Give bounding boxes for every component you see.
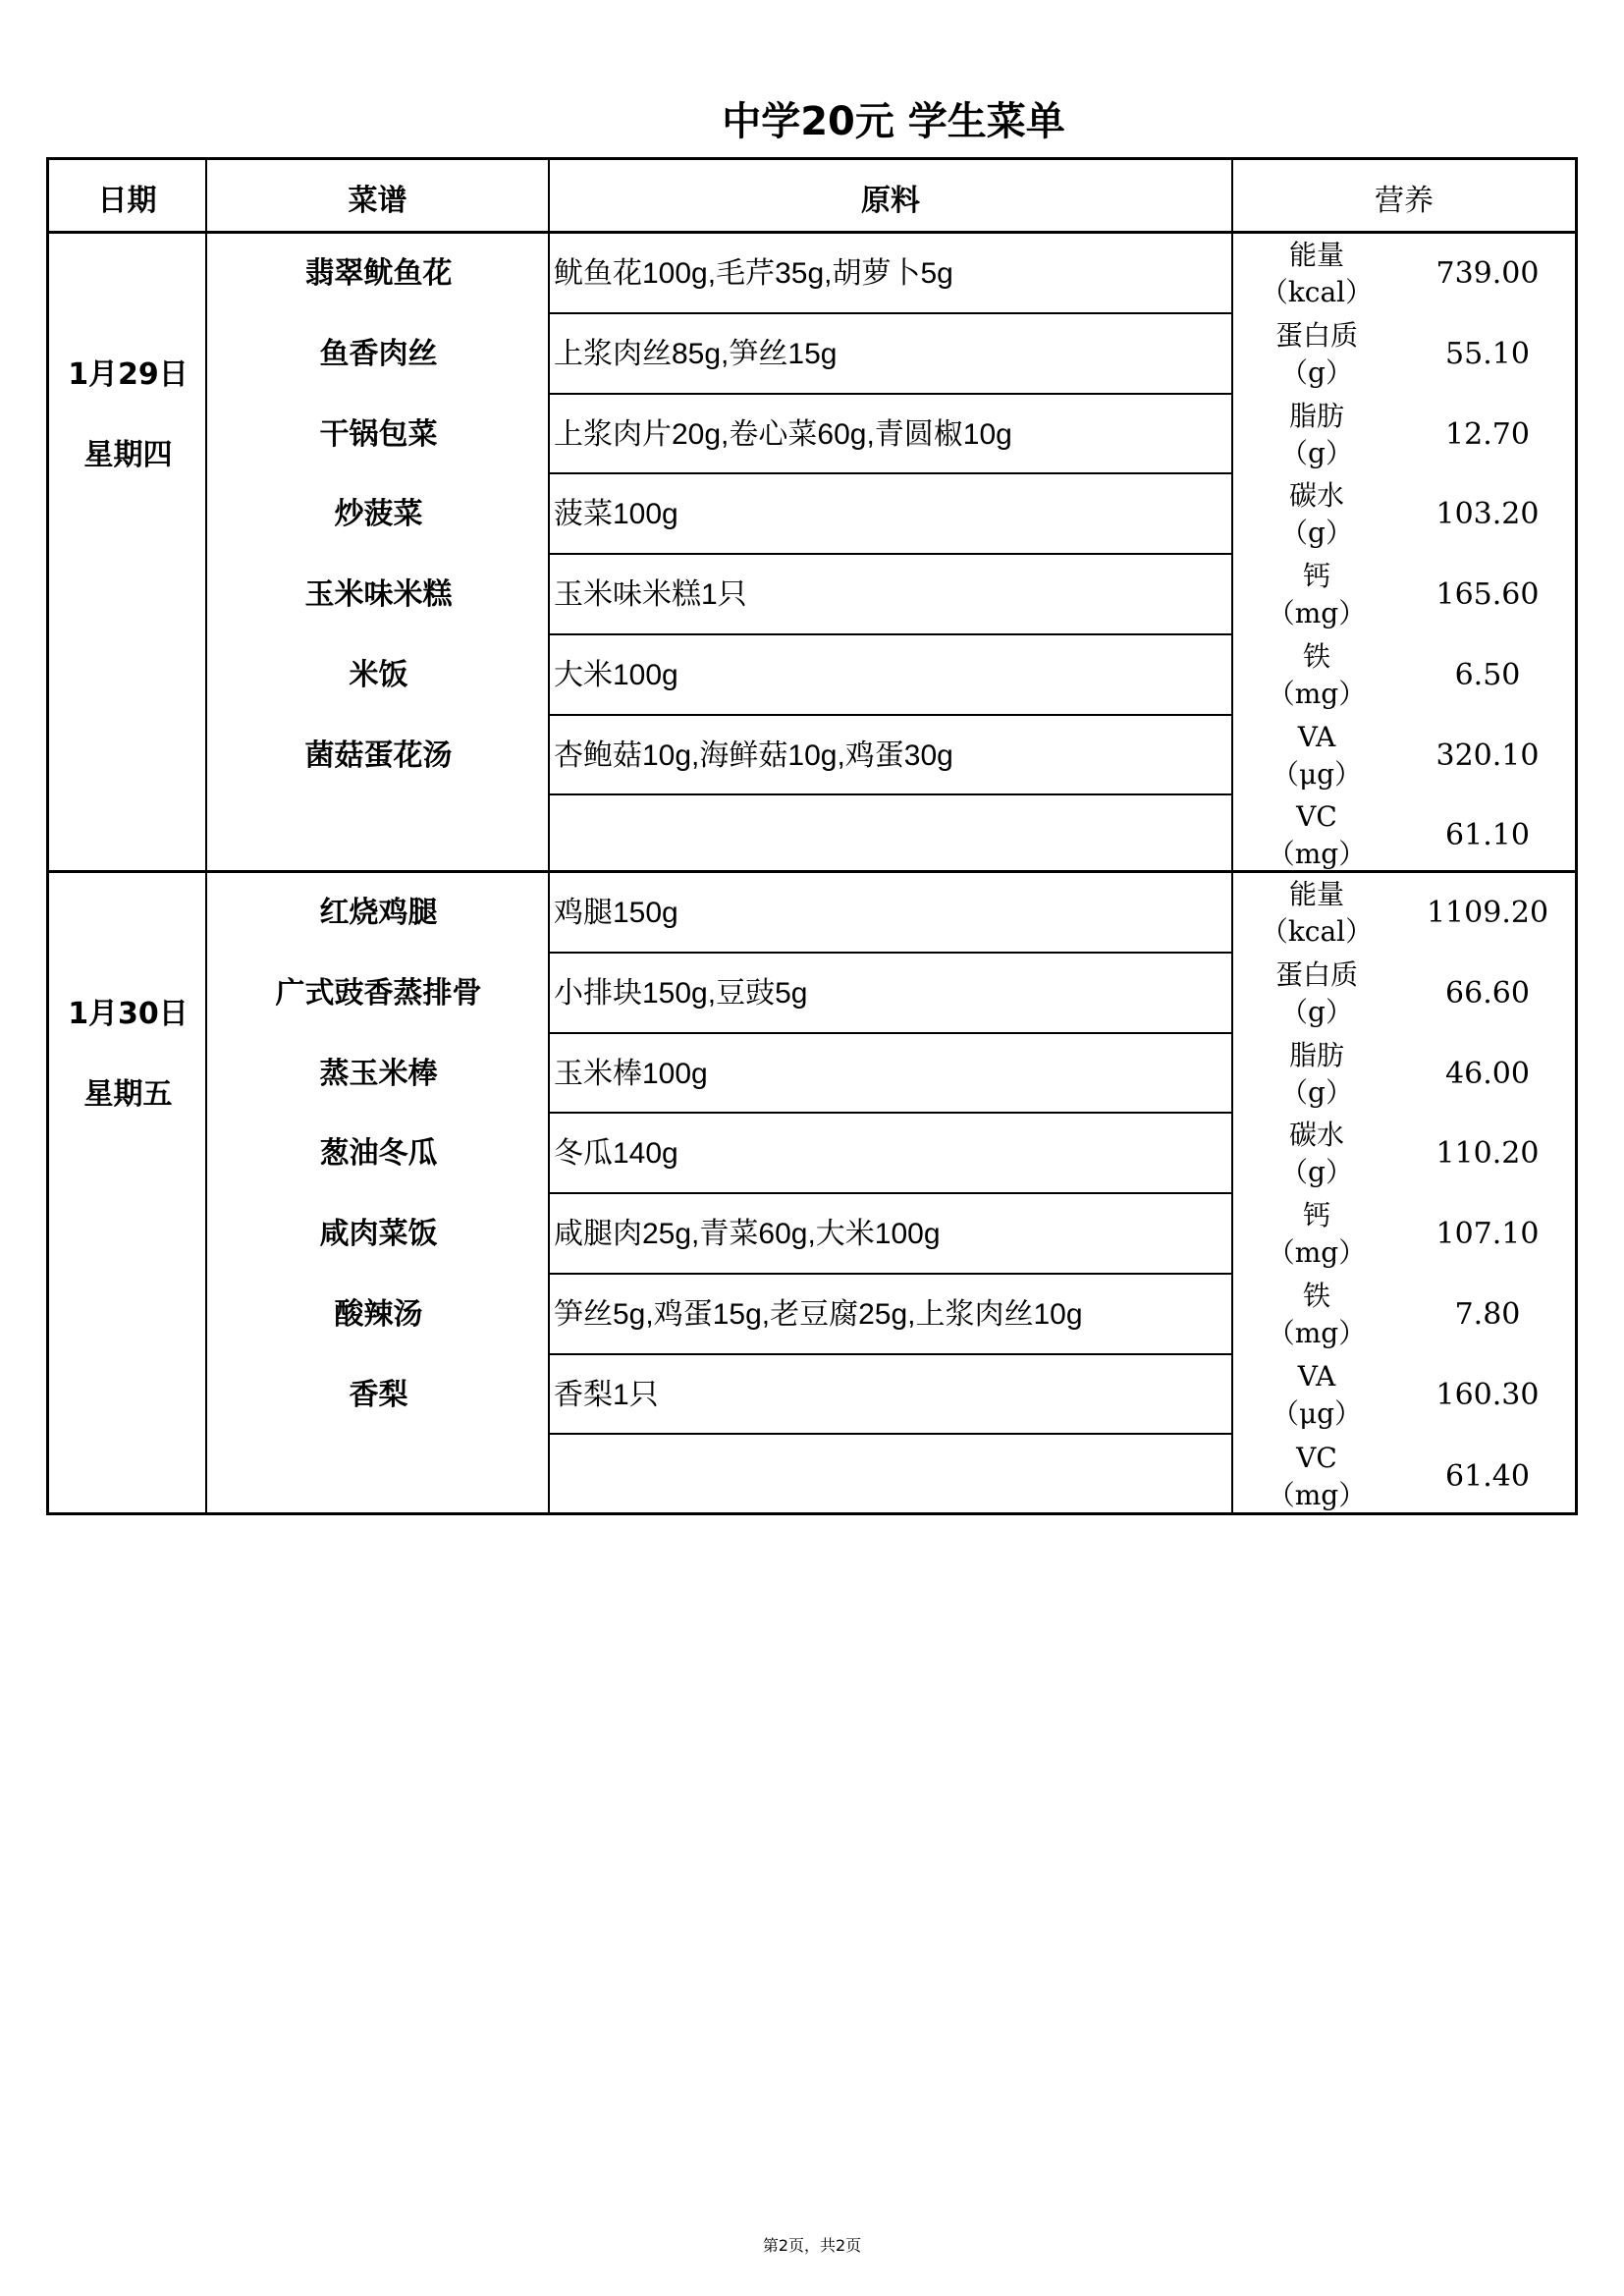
ingredient-cell: 上浆肉丝85g,笋丝15g [554, 338, 838, 370]
dish-name: 炒菠菜 [334, 497, 423, 531]
nutrient-value: 165.60 [1435, 577, 1540, 612]
dish-name: 菌菇蛋花汤 [304, 738, 453, 773]
nutrient-label: 钙 （mg） [1267, 559, 1367, 629]
ingredient-cell: 玉米棒100g [554, 1058, 708, 1090]
dish-name: 咸肉菜饭 [319, 1217, 438, 1251]
nutrient-label: VA （μg） [1271, 720, 1363, 791]
ingredient-cell [554, 795, 1231, 875]
nutrient-label: 钙 （mg） [1267, 1198, 1367, 1269]
nutrient-label: 蛋白质 （g） [1274, 318, 1358, 389]
nutrient-label: 碳水 （g） [1280, 1118, 1353, 1188]
ingredient-cell: 冬瓜140g [554, 1137, 678, 1170]
header-ingredients: 原料 [861, 183, 920, 218]
ingredient-cell: 菠菜100g [554, 498, 678, 530]
header-date: 日期 [97, 183, 157, 218]
nutrient-value: 61.10 [1445, 818, 1530, 852]
ingredient-cell: 鸡腿150g [554, 897, 678, 929]
header-dish: 菜谱 [348, 183, 407, 218]
dish-name: 翡翠鱿鱼花 [304, 256, 453, 291]
menu-table [46, 157, 1578, 1515]
nutrient-label: 能量 （kcal） [1260, 877, 1374, 948]
ingredient-cell: 大米100g [554, 659, 678, 691]
nutrient-label: 碳水 （g） [1280, 478, 1353, 549]
nutrient-label: 铁 （mg） [1267, 1279, 1367, 1349]
ingredient-cell: 杏鲍菇10g,海鲜菇10g,鸡蛋30g [554, 739, 953, 772]
nutrient-value: 55.10 [1445, 337, 1530, 371]
ingredient-cell: 笋丝5g,鸡蛋15g,老豆腐25g,上浆肉丝10g [554, 1298, 1083, 1331]
dish-name: 葱油冬瓜 [319, 1136, 438, 1171]
ingredient-cell [554, 1435, 1231, 1514]
nutrient-value: 160.30 [1435, 1378, 1540, 1412]
ingredient-cell: 咸腿肉25g,青菜60g,大米100g [554, 1218, 941, 1250]
nutrient-value: 12.70 [1445, 417, 1530, 452]
nutrient-label: VC （mg） [1267, 799, 1367, 870]
ingredient-cell: 鱿鱼花100g,毛芹35g,胡萝卜5g [554, 257, 953, 290]
day-weekday: 星期四 [83, 438, 173, 472]
nutrient-label: 铁 （mg） [1267, 639, 1367, 710]
nutrient-value: 6.50 [1454, 658, 1521, 692]
nutrient-value: 103.20 [1435, 497, 1540, 531]
ingredient-cell: 小排块150g,豆豉5g [554, 977, 808, 1010]
nutrient-value: 61.40 [1445, 1459, 1530, 1494]
page-footer: 第2页，共2页 [762, 2236, 862, 2255]
nutrient-value: 739.00 [1435, 256, 1540, 291]
dish-name: 酸辣汤 [334, 1297, 423, 1332]
nutrient-value: 110.20 [1435, 1136, 1540, 1171]
nutrient-value: 1109.20 [1426, 896, 1549, 930]
nutrient-value: 320.10 [1435, 738, 1540, 773]
day-weekday: 星期五 [83, 1077, 173, 1112]
nutrient-label: VA （μg） [1271, 1359, 1363, 1430]
day-date: 1月30日 [68, 997, 189, 1031]
ingredient-cell: 上浆肉片20g,卷心菜60g,青圆椒10g [554, 418, 1012, 451]
dish-name: 广式豉香蒸排骨 [275, 976, 482, 1011]
dish-name: 香梨 [349, 1378, 408, 1412]
nutrient-label: 能量 （kcal） [1260, 238, 1374, 308]
nutrient-label: VC （mg） [1267, 1441, 1367, 1511]
nutrient-label: 蛋白质 （g） [1274, 957, 1358, 1028]
nutrient-value: 107.10 [1435, 1217, 1540, 1251]
page-title: 中学20元 学生菜单 [722, 99, 1065, 144]
dish-name: 玉米味米糕 [304, 577, 453, 612]
dish-name: 米饭 [349, 658, 408, 692]
dish-name: 红烧鸡腿 [319, 896, 438, 930]
nutrient-value: 46.00 [1445, 1057, 1530, 1091]
nutrient-label: 脂肪 （g） [1280, 1038, 1353, 1109]
nutrient-value: 66.60 [1445, 976, 1530, 1011]
ingredient-cell: 香梨1只 [554, 1379, 659, 1411]
day-date: 1月29日 [68, 357, 189, 392]
dish-name: 蒸玉米棒 [319, 1057, 438, 1091]
dish-name: 鱼香肉丝 [319, 337, 438, 371]
nutrient-label: 脂肪 （g） [1280, 399, 1353, 469]
ingredient-cell: 玉米味米糕1只 [554, 578, 747, 611]
dish-name: 干锅包菜 [319, 417, 438, 452]
nutrient-value: 7.80 [1454, 1297, 1521, 1332]
header-nutrition: 营养 [1375, 183, 1434, 218]
